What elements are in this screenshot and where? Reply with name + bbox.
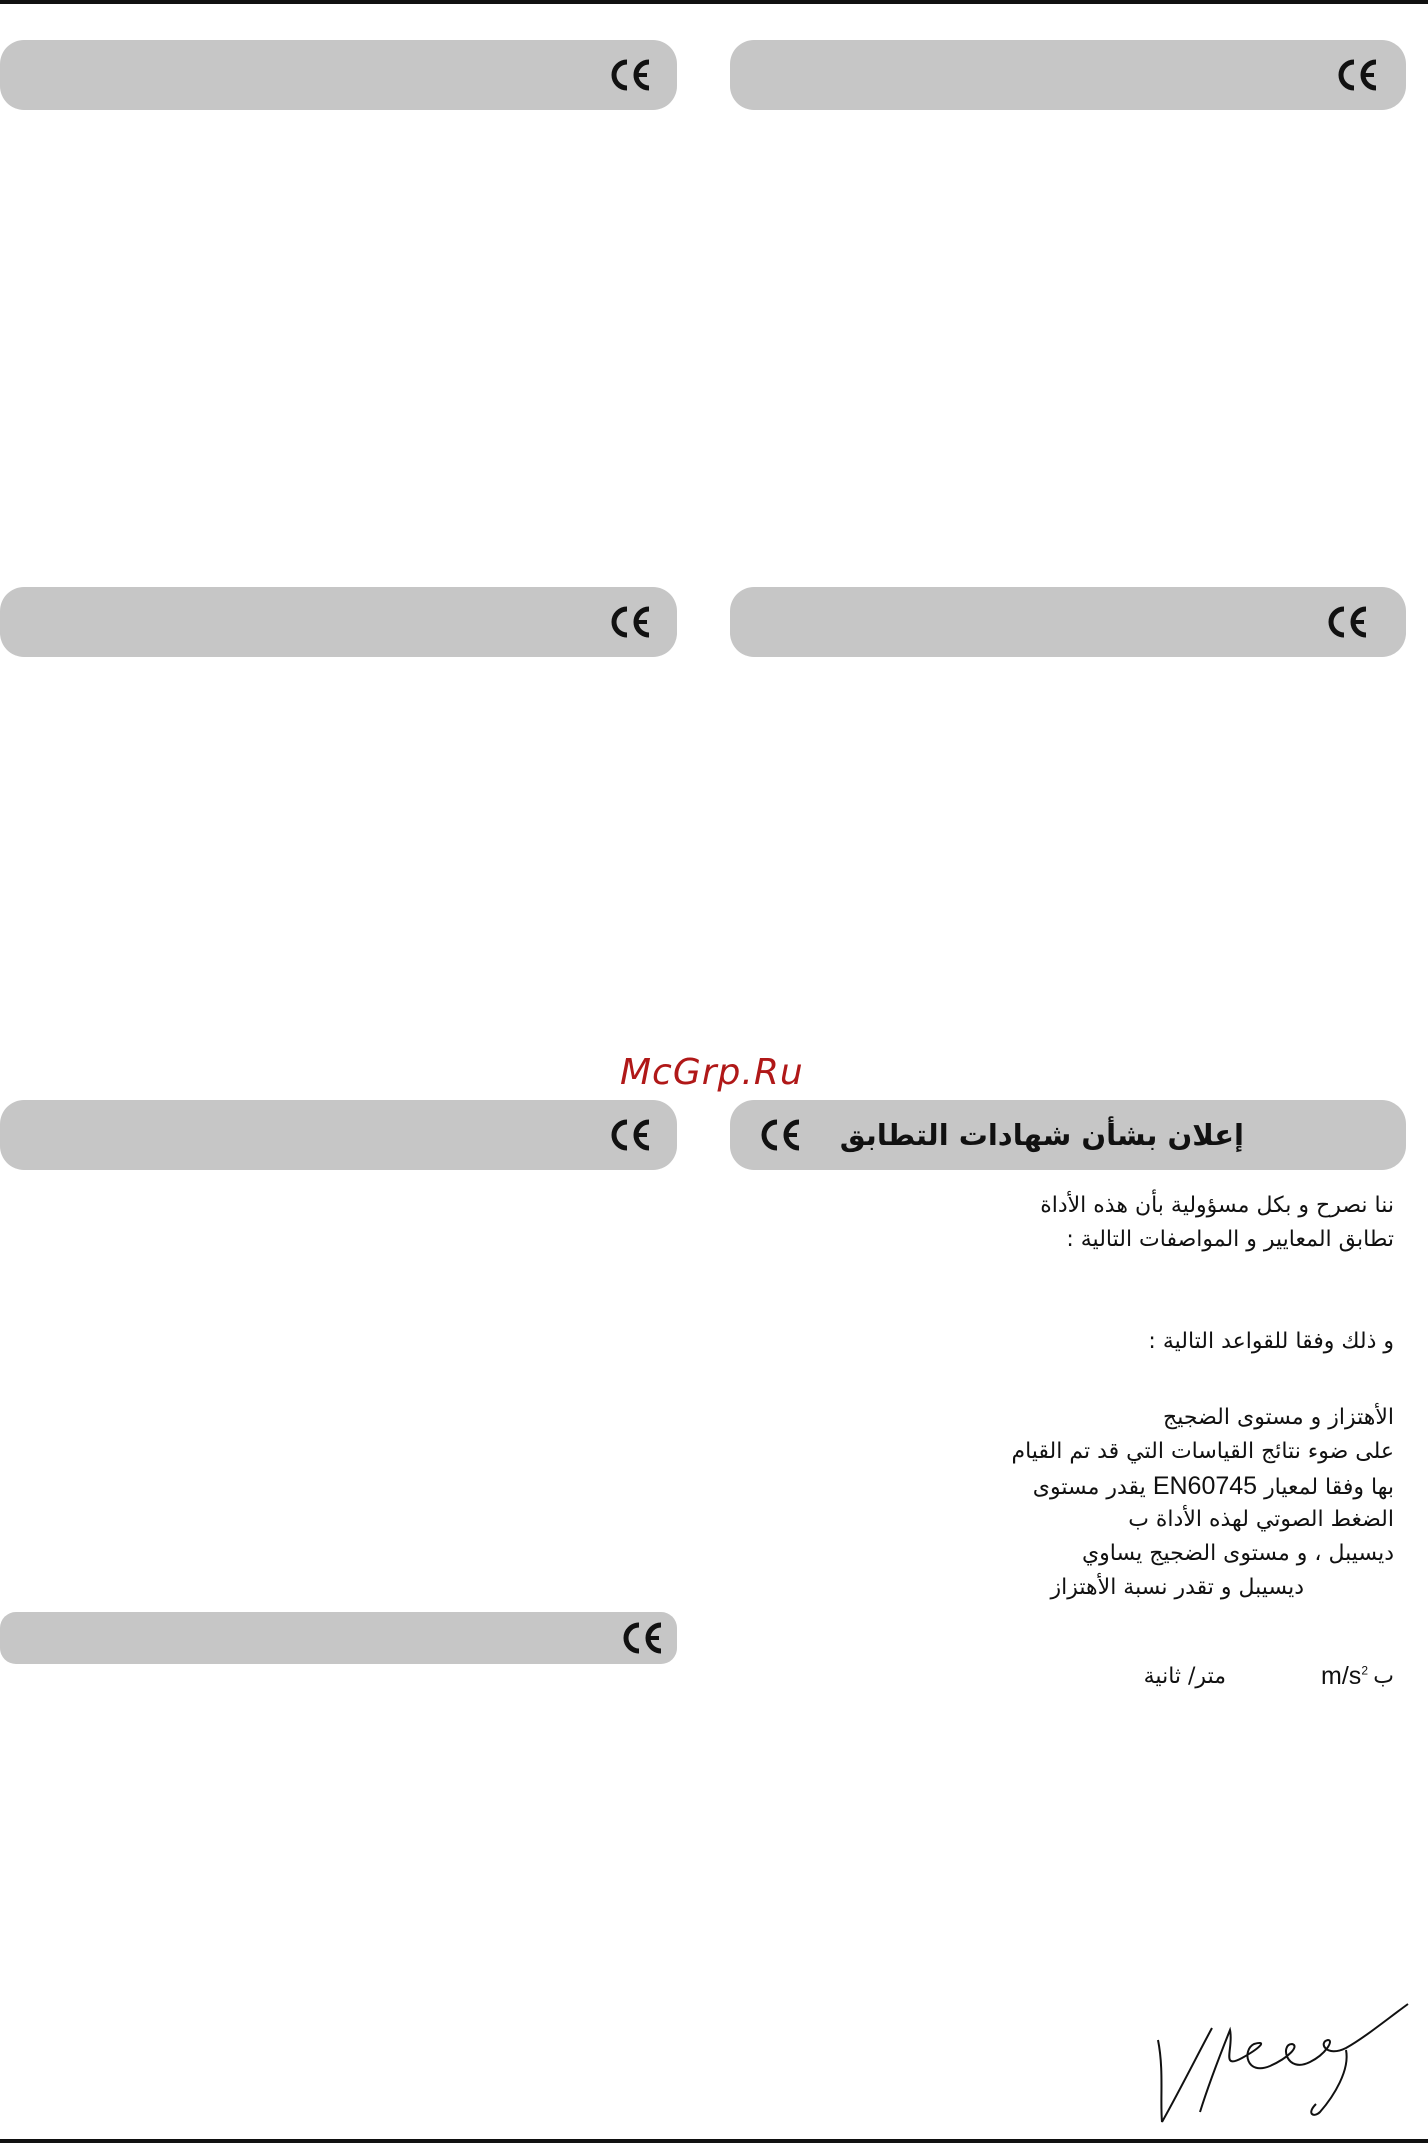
vibration-unit: $m/s^2$ — [1321, 1662, 1368, 1690]
ce-mark-icon — [608, 1118, 652, 1152]
declaration-header-bar — [730, 1100, 1406, 1170]
top-rule — [0, 0, 1428, 4]
section-header-bar — [730, 587, 1406, 657]
ce-mark-icon — [1325, 605, 1369, 639]
section-header-bar — [0, 1612, 677, 1664]
noise-text-line: بها وفقا لمعيار EN60745 يقدر مستوى — [1032, 1472, 1394, 1500]
declaration-title: إعلان بشأن شهادات التطابق — [839, 1118, 1244, 1152]
ce-mark-icon — [758, 1118, 802, 1152]
section-header-bar — [730, 40, 1406, 110]
standard-code: EN60745 — [1152, 1472, 1258, 1500]
vibration-unit-arabic: متر/ ثانية — [1143, 1664, 1226, 1689]
declaration-intro-line: تطابق المعايير و المواصفات التالية : — [1066, 1227, 1394, 1252]
declaration-body — [1011, 1189, 1394, 1605]
watermark-text: McGrp.Ru — [620, 1052, 804, 1093]
declaration-intro-line: ننا نصرح و بكل مسؤولية بأن هذه الأداة — [1040, 1193, 1394, 1218]
ce-mark-icon — [608, 605, 652, 639]
section-header-bar — [0, 587, 677, 657]
section-header-bar — [0, 40, 677, 110]
noise-text-line: ديسيبل و تقدر نسبة الأهتزاز — [1050, 1575, 1304, 1600]
section-header-bar — [0, 1100, 677, 1170]
noise-heading: الأهتزاز و مستوى الضجيج — [1163, 1405, 1394, 1430]
noise-text-line: على ضوء نتائج القياسات التي قد تم القيام — [1011, 1439, 1394, 1464]
noise-text-line: ديسيبل ، و مستوى الضجيج يساوي — [1081, 1541, 1394, 1566]
signature-graphic — [1150, 2000, 1410, 2130]
vibration-prefix: ب — [1373, 1664, 1394, 1689]
ce-mark-icon — [608, 58, 652, 92]
vibration-unit-line — [1134, 1664, 1394, 1698]
ce-mark-icon — [620, 1621, 664, 1655]
noise-text-line: الضغط الصوتي لهذه الأداة ب — [1128, 1507, 1394, 1532]
declaration-rules-line: و ذلك وفقا للقواعد التالية : — [1148, 1329, 1394, 1354]
bottom-rule — [0, 2139, 1428, 2143]
ce-mark-icon — [1335, 58, 1379, 92]
